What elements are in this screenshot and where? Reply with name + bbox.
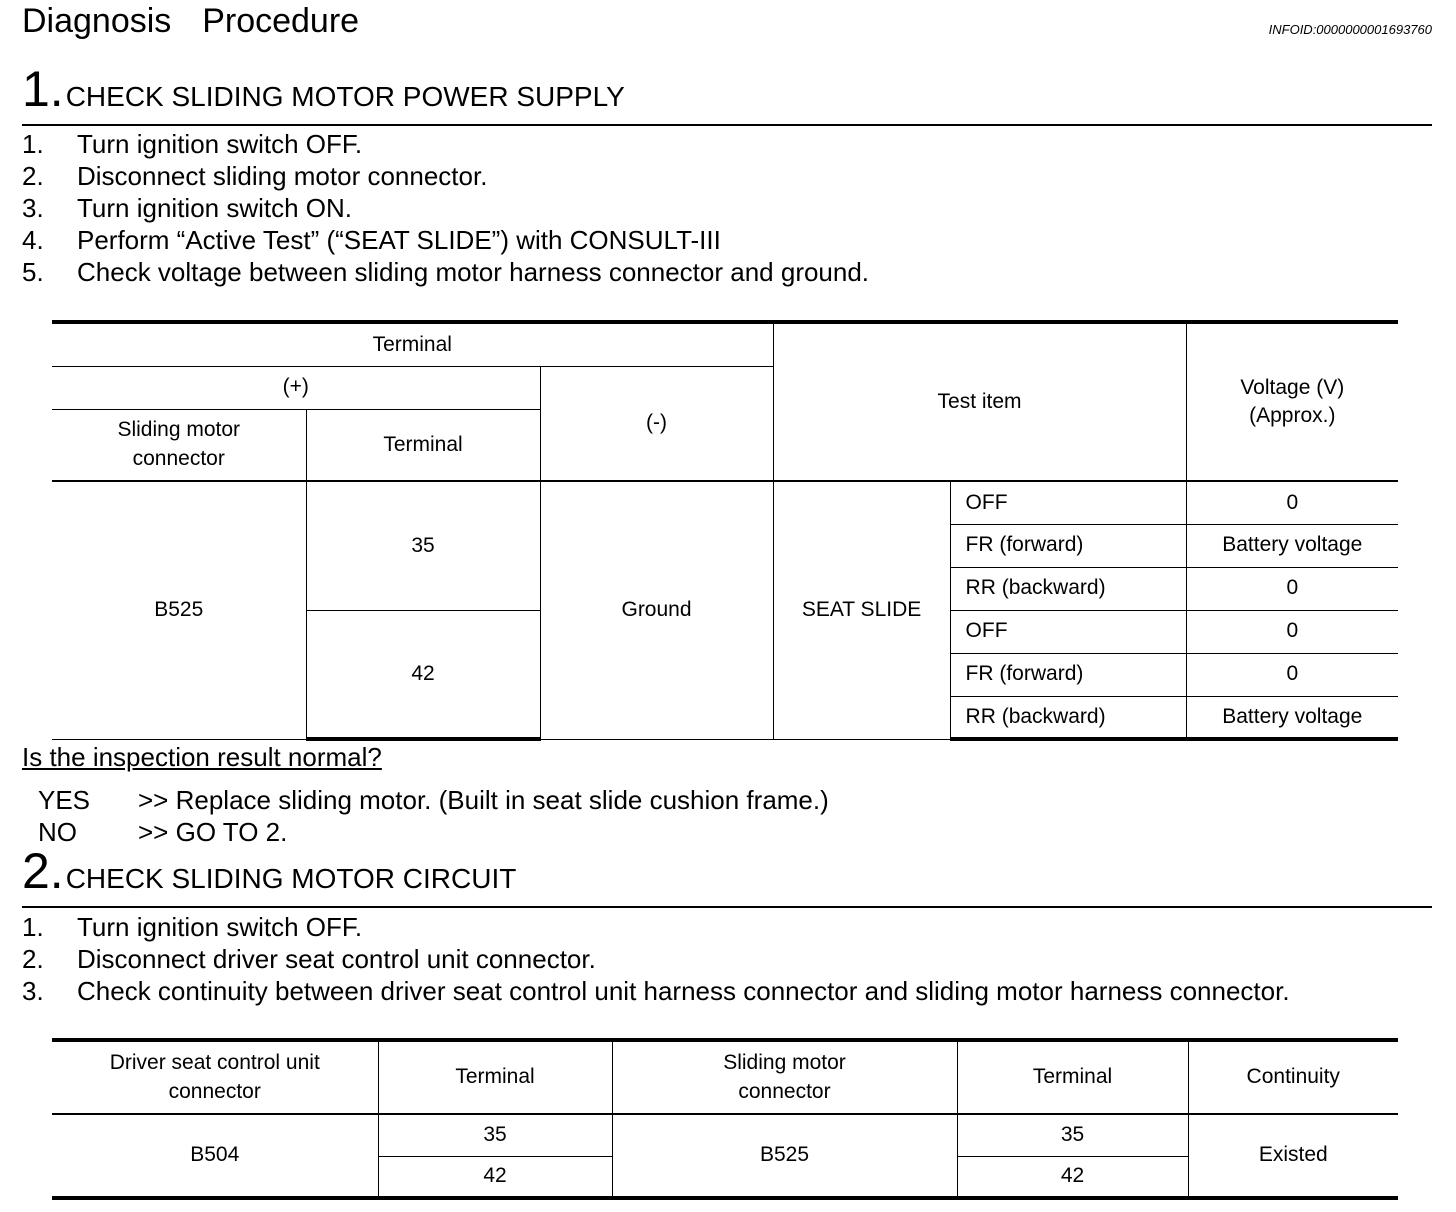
header-terminal: Terminal	[52, 322, 773, 366]
header-plus: (+)	[52, 366, 540, 409]
step-2-heading	[22, 843, 517, 899]
header-terminal: Terminal	[378, 1040, 612, 1114]
instruction-item: 4. Perform “Active Test” (“SEAT SLIDE”) with CONSULT-III	[22, 225, 721, 255]
instruction-item: 1. Turn ignition switch OFF.	[22, 912, 363, 942]
voltage-cell: 0	[1186, 610, 1398, 653]
answers	[38, 784, 829, 848]
test-item-cell: SEAT SLIDE	[773, 481, 950, 739]
step-1-divider	[22, 124, 1432, 126]
instruction-item: 2. Disconnect driver seat control unit connector.	[22, 944, 596, 974]
header-control-unit-connector: Driver seat control unit connector	[52, 1040, 378, 1114]
header-sliding-motor-connector: Sliding motor connector	[612, 1040, 957, 1114]
voltage-cell: 0	[1186, 567, 1398, 610]
continuity-cell: Existed	[1188, 1114, 1398, 1198]
step-1-title: CHECK SLIDING MOTOR POWER SUPPLY	[65, 81, 625, 112]
step-2-instructions	[22, 911, 1290, 1007]
header-voltage: Voltage (V) (Approx.)	[1186, 322, 1398, 481]
header-sliding-motor-connector: Sliding motor connector	[52, 409, 306, 481]
instruction-item: 1. Turn ignition switch OFF.	[22, 129, 363, 159]
terminal-cell: 35	[957, 1114, 1188, 1156]
step-1-heading	[22, 61, 625, 117]
voltage-cell: Battery voltage	[1186, 696, 1398, 739]
condition-cell: FR (forward)	[950, 524, 1186, 567]
answer-yes: YES >> Replace sliding motor. (Built in seat slide cushion frame.)	[38, 785, 829, 815]
terminal-cell: 35	[378, 1114, 612, 1156]
header-test-item: Test item	[773, 322, 1186, 481]
page-title: Diagnosis Procedure	[22, 2, 360, 40]
step-2-title: CHECK SLIDING MOTOR CIRCUIT	[65, 863, 517, 894]
instruction-item: 3. Turn ignition switch ON.	[22, 193, 353, 223]
voltage-table	[52, 320, 1398, 741]
condition-cell: OFF	[950, 481, 1186, 524]
inspection-question: Is the inspection result normal?	[22, 742, 382, 772]
condition-cell: RR (backward)	[950, 567, 1186, 610]
connector-cell: B525	[52, 481, 306, 739]
terminal-cell: 42	[957, 1156, 1188, 1198]
control-unit-connector-cell: B504	[52, 1114, 378, 1198]
answer-no: NO >> GO TO 2.	[38, 817, 288, 847]
header-terminal: Terminal	[957, 1040, 1188, 1114]
step-2-divider	[22, 906, 1432, 908]
ground-cell: Ground	[540, 481, 773, 739]
instruction-item: 2. Disconnect sliding motor connector.	[22, 161, 488, 191]
condition-cell: RR (backward)	[950, 696, 1186, 739]
voltage-cell: 0	[1186, 481, 1398, 524]
header-minus: (-)	[540, 366, 773, 481]
step-1-number: 1.	[22, 61, 64, 117]
instruction-item: 5. Check voltage between sliding motor harness connector and ground.	[22, 257, 870, 287]
step-2-number: 2.	[22, 843, 64, 899]
terminal-cell: 42	[306, 610, 540, 739]
continuity-table	[52, 1038, 1398, 1200]
instruction-item: 3. Check continuity between driver seat control unit harness connector and sliding motor harness connector.	[22, 976, 1290, 1006]
header-continuity: Continuity	[1188, 1040, 1398, 1114]
voltage-cell: Battery voltage	[1186, 524, 1398, 567]
terminal-cell: 42	[378, 1156, 612, 1198]
terminal-cell: 35	[306, 481, 540, 610]
header-terminal-number: Terminal	[306, 409, 540, 481]
voltage-cell: 0	[1186, 653, 1398, 696]
condition-cell: OFF	[950, 610, 1186, 653]
motor-connector-cell: B525	[612, 1114, 957, 1198]
condition-cell: FR (forward)	[950, 653, 1186, 696]
step-1-instructions	[22, 128, 869, 288]
info-id: INFOID:0000000001693760	[1268, 22, 1432, 37]
